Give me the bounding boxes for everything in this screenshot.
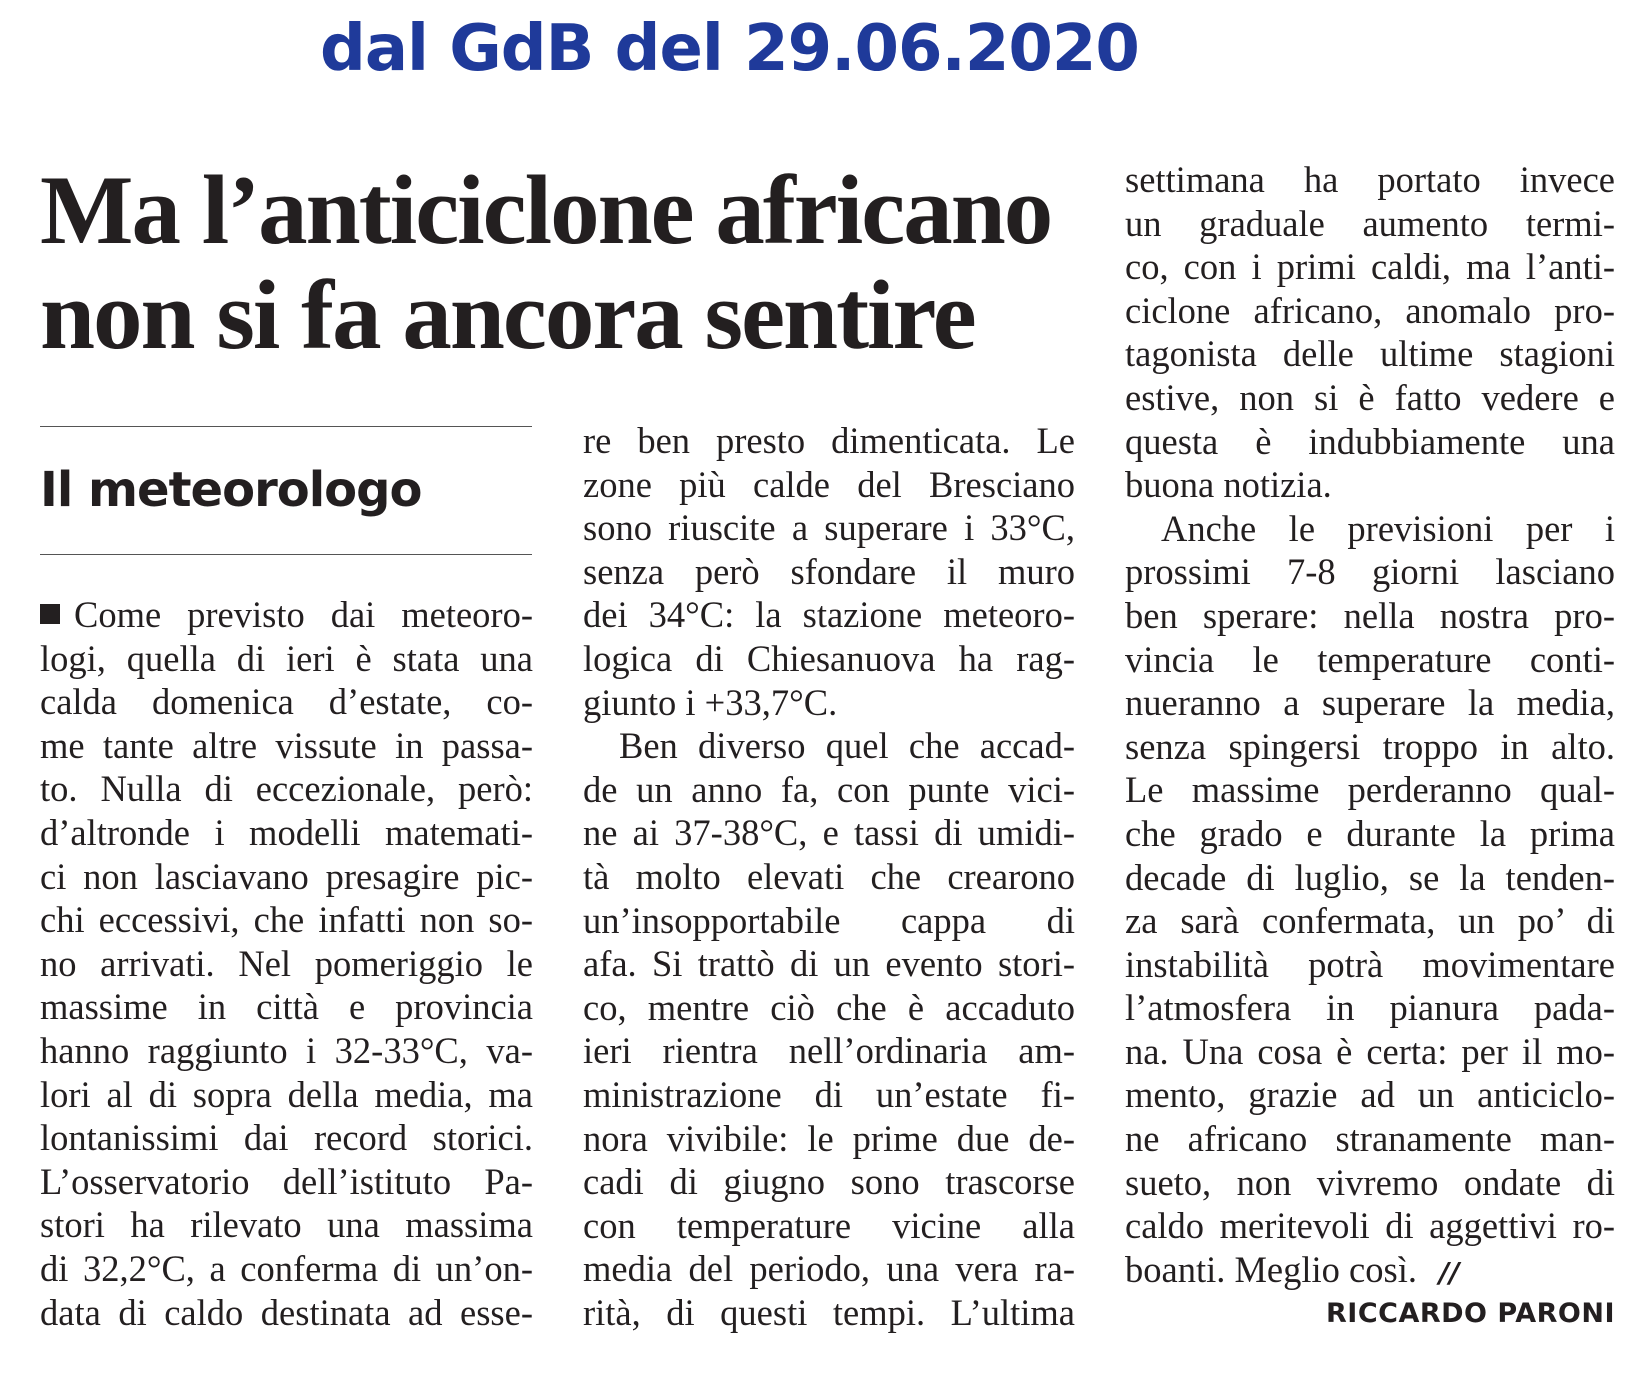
text-line: ne africano stranamente man- — [1125, 1118, 1615, 1160]
text-line: zone più calde del Bresciano — [583, 463, 1075, 505]
text-line: ieri rientra nell’ordinaria am- — [583, 1030, 1075, 1072]
text-line: no arrivati. Nel pomeriggio le — [40, 942, 533, 984]
text-line: d’altronde i modelli matemati- — [40, 811, 533, 853]
text-line: estive, non si è fatto vedere e — [1125, 376, 1615, 418]
text-line: con temperature vicine alla — [583, 1204, 1075, 1246]
text-line: decade di luglio, se la tenden- — [1125, 856, 1615, 898]
text-line: logi, quella di ieri è stata una — [40, 637, 533, 679]
end-of-article-mark: // — [1438, 1255, 1460, 1289]
text-line: logica di Chiesanuova ha rag- — [583, 637, 1075, 679]
article-column-1 — [40, 593, 533, 1334]
text-line: tagonista delle ultime stagioni — [1125, 333, 1615, 375]
text-line: dei 34°C: la stazione meteoro- — [583, 594, 1075, 636]
text-line: za sarà confermata, un po’ di — [1125, 900, 1615, 942]
text-line: boanti. Meglio così. // — [1125, 1248, 1460, 1290]
author-byline: RICCARDO PARONI — [1325, 1298, 1615, 1329]
text-line: to. Nulla di eccezionale, però: — [40, 768, 533, 810]
text-line: ne ai 37-38°C, e tassi di umidi- — [583, 812, 1075, 854]
text-line: l’atmosfera in pianura pada- — [1125, 987, 1615, 1029]
text-line: ci non lasciavano presagire pic- — [40, 855, 533, 897]
text-line: Ben diverso quel che accad- — [619, 725, 1075, 767]
text-line: sono riuscite a superare i 33°C, — [583, 507, 1075, 549]
text-line: senza spingersi troppo in alto. — [1125, 725, 1615, 767]
text-line: co, mentre ciò che è accaduto — [583, 986, 1075, 1028]
text-line: un graduale aumento termi- — [1125, 202, 1615, 244]
text-line: giunto i +33,7°C. — [583, 681, 838, 723]
text-line: mento, grazie ad un anticiclo- — [1125, 1074, 1615, 1116]
section-divider-bottom — [40, 554, 532, 555]
headline-line-2: non si fa ancora sentire — [40, 261, 975, 370]
text-line: na. Una cosa è certa: per il mo- — [1125, 1030, 1615, 1072]
text-line: ben sperare: nella nostra pro- — [1125, 594, 1615, 636]
text-line: ciclone africano, anomalo pro- — [1125, 289, 1615, 331]
article-column-2 — [583, 419, 1075, 1334]
text-line: questa è indubbiamente una — [1125, 420, 1615, 462]
text-line: media del periodo, una vera ra- — [583, 1248, 1075, 1290]
text-line: vincia le temperature conti- — [1125, 638, 1615, 680]
text-line: data di caldo destinata ad esse- — [40, 1291, 533, 1333]
text-line: tà molto elevati che crearono — [583, 855, 1075, 897]
text-line: co, con i primi caldi, ma l’anti- — [1125, 246, 1615, 288]
article-column-3 — [1125, 158, 1615, 1291]
text-line: cadi di giugno sono trascorse — [583, 1161, 1075, 1203]
text-line: Le massime perderanno qual- — [1125, 769, 1615, 811]
headline — [40, 158, 1051, 368]
text-line: L’osservatorio dell’istituto Pa- — [40, 1160, 533, 1202]
headline-line-1: Ma l’anticiclone africano — [40, 156, 1052, 265]
text-line: afa. Si trattò di un evento stori- — [583, 943, 1075, 985]
text-line: calda domenica d’estate, co- — [40, 681, 533, 723]
section-label: Il meteorologo — [40, 462, 422, 518]
text-line: lontanissimi dai record storici. — [40, 1117, 533, 1159]
text-line: prossimi 7-8 giorni lasciano — [1125, 551, 1615, 593]
text-line: hanno raggiunto i 32-33°C, va- — [40, 1029, 533, 1071]
text-line: chi eccessivi, che infatti non so- — [40, 899, 533, 941]
text-line: settimana ha portato invece — [1125, 159, 1615, 200]
text-line: senza però sfondare il muro — [583, 550, 1075, 592]
text-line: massime in città e provincia — [40, 986, 533, 1028]
text-line: Anche le previsioni per i — [1161, 507, 1615, 549]
text-line: buona notizia. — [1125, 464, 1332, 506]
square-bullet-icon — [40, 604, 60, 624]
text-line: stori ha rilevato una massima — [40, 1204, 533, 1246]
text-line: caldo meritevoli di aggettivi ro- — [1125, 1205, 1615, 1247]
text-line: di 32,2°C, a conferma di un’on- — [40, 1247, 533, 1289]
text-line: re ben presto dimenticata. Le — [583, 420, 1075, 461]
text-line: un’insopportabile cappa di — [583, 899, 1075, 941]
text-line: sueto, non vivremo ondate di — [1125, 1161, 1615, 1203]
text-line: rità, di questi tempi. L’ultima — [583, 1291, 1075, 1333]
text-line: de un anno fa, con punte vici- — [583, 768, 1075, 810]
source-label: dal GdB del 29.06.2020 — [320, 12, 1139, 86]
section-divider-top — [40, 426, 532, 427]
text-line: me tante altre vissute in passa- — [40, 724, 533, 766]
text-line: nora vivibile: le prime due de- — [583, 1117, 1075, 1159]
text-line: lori al di sopra della media, ma — [40, 1073, 533, 1115]
text-line: ministrazione di un’estate fi- — [583, 1073, 1075, 1115]
text-line: Come previsto dai meteoro- — [40, 593, 533, 637]
text-line: nueranno a superare la media, — [1125, 682, 1615, 724]
text-line: instabilità potrà movimentare — [1125, 943, 1615, 985]
text-line: che grado e durante la prima — [1125, 812, 1615, 854]
